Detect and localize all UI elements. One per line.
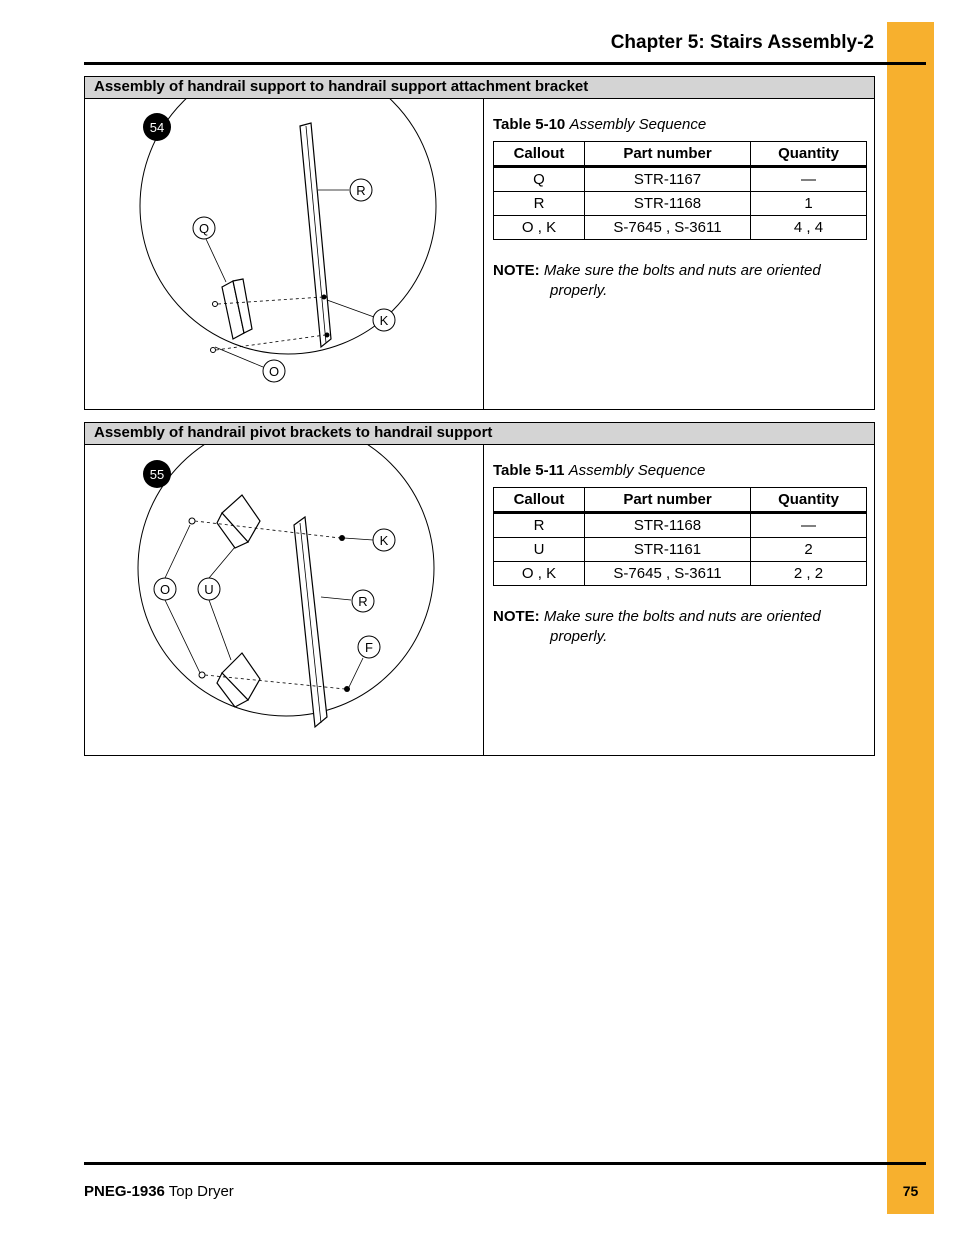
table-cell: 1 [750,192,866,215]
table-row [494,561,866,585]
table-header-row [494,142,866,165]
callout-k: K [379,533,389,548]
callout-q: Q [198,221,210,236]
table-cell: STR-1168 [584,514,750,537]
callout-o: O [159,582,171,597]
column-divider [483,99,484,409]
assembly-illustration-54 [85,99,483,409]
column-header: Quantity [750,488,866,511]
section-step-55 [84,422,875,756]
table-row [494,511,866,537]
table-cell: STR-1167 [584,168,750,191]
table-row [494,215,866,239]
table-header-row [494,488,866,511]
table-cell: 4 , 4 [750,216,866,239]
callout-r: R [358,594,368,609]
footer-doc-id: PNEG-1936 Top Dryer [84,1183,234,1200]
callout-u: U [204,582,214,597]
table-row [494,191,866,215]
footer-rule [84,1162,926,1165]
table-cell: O , K [521,565,557,582]
table-cell: — [750,168,866,191]
column-header: Callout [513,491,565,508]
assembly-sequence-table [493,487,867,586]
callout-r: R [356,183,366,198]
assembly-sequence-table [493,141,867,240]
table-cell: O , K [521,219,557,236]
table-cell: STR-1161 [584,538,750,561]
section-title: Assembly of handrail pivot brackets to handrail support [85,423,874,445]
table-row [494,537,866,561]
assembly-note: NOTE: Make sure the bolts and nuts are oriented properly. [493,608,821,645]
table-cell: U [533,541,545,558]
table-row [494,165,866,191]
callout-k: K [379,313,389,328]
header-rule [84,62,926,65]
table-cell: 2 , 2 [750,562,866,585]
page-number: 75 [902,1183,919,1199]
table-cell: R [533,195,545,212]
table-caption: Table 5-11 Assembly Sequence [493,462,706,479]
column-divider [483,445,484,755]
chapter-title: Chapter 5: Stairs Assembly-2 [610,32,874,53]
step-number: 55 [149,467,165,482]
section-title: Assembly of handrail support to handrail support attachment bracket [85,77,874,99]
callout-o: O [268,364,280,379]
detail-circle [138,445,434,716]
table-cell: S-7645 , S-3611 [584,562,750,585]
column-header: Callout [513,145,565,162]
assembly-illustration-55 [85,445,483,755]
section-step-54 [84,76,875,410]
table-cell: R [533,517,545,534]
table-cell: S-7645 , S-3611 [584,216,750,239]
column-header: Part number [584,488,750,511]
column-header: Quantity [750,142,866,165]
table-caption: Table 5-10 Assembly Sequence [493,116,707,133]
table-cell: Q [533,171,545,188]
column-header: Part number [584,142,750,165]
table-cell: STR-1168 [584,192,750,215]
step-number: 54 [149,120,165,135]
callout-f: F [365,640,373,655]
table-cell: — [750,514,866,537]
table-cell: 2 [750,538,866,561]
assembly-note: NOTE: Make sure the bolts and nuts are oriented properly. [493,262,821,299]
chapter-tab-sidebar [887,22,934,1214]
